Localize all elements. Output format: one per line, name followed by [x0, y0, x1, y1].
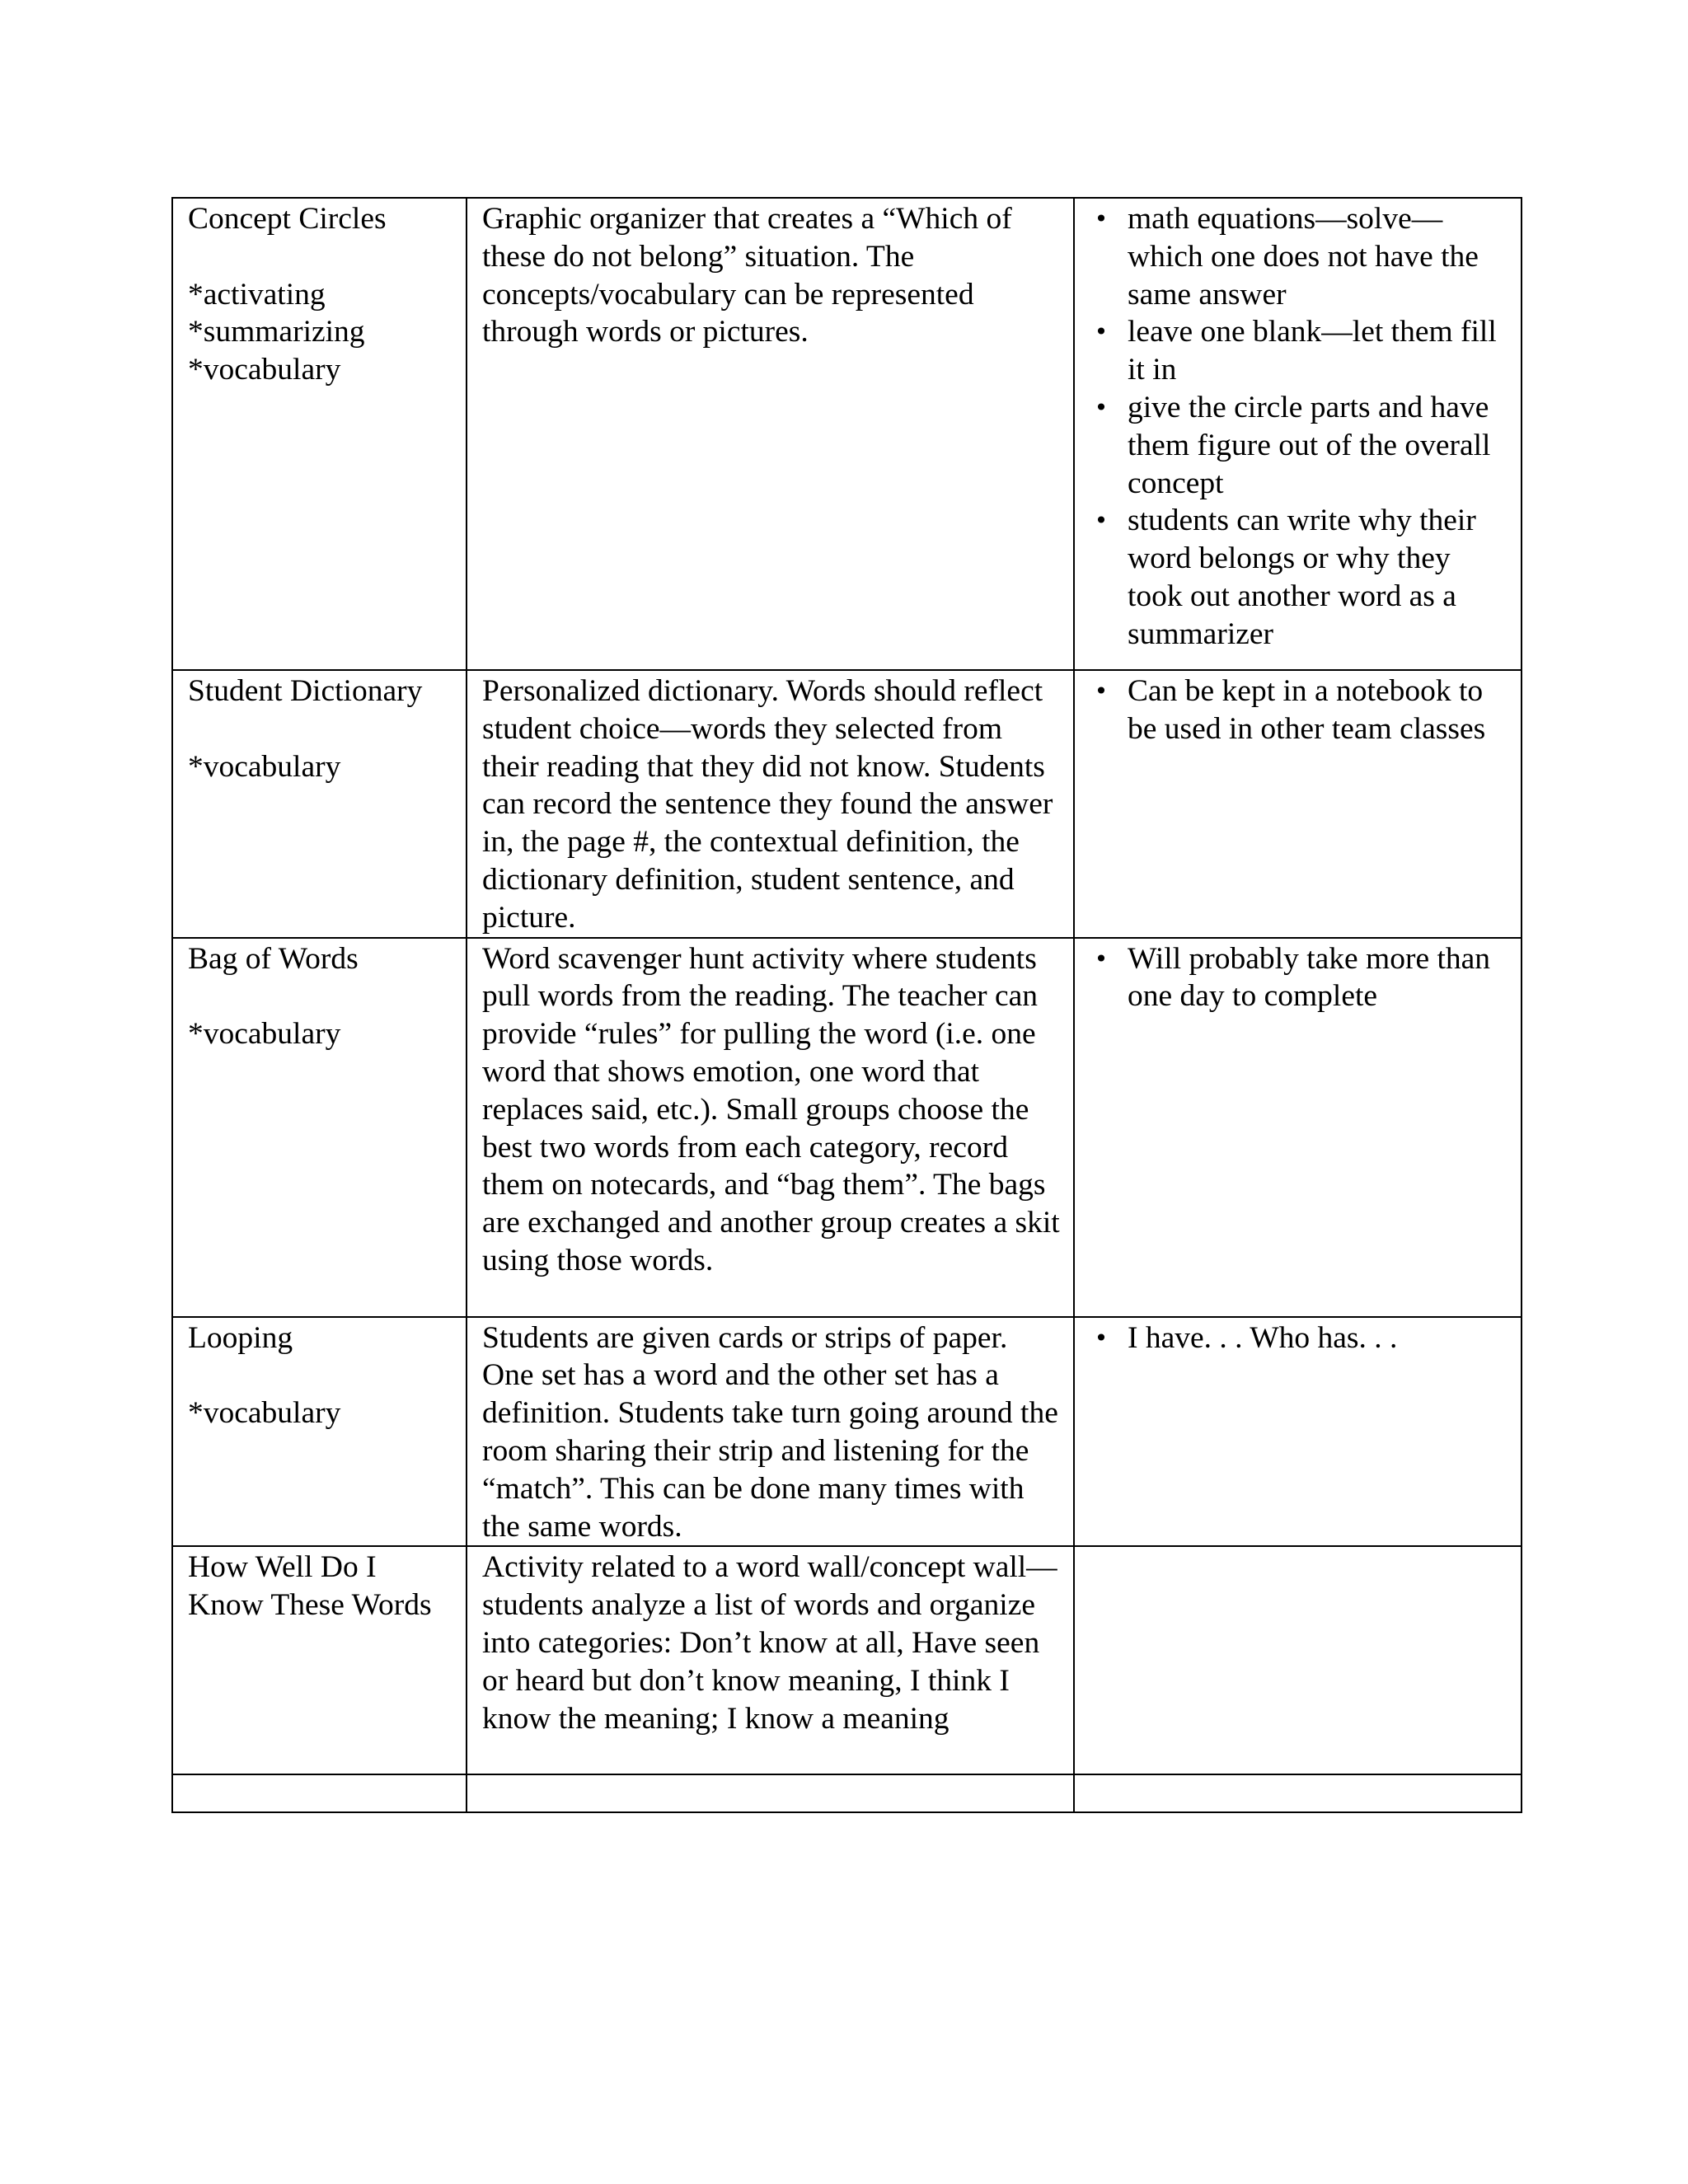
strategy-name: Bag of Words: [188, 941, 359, 976]
description-text: Activity related to a word wall/concept wall—students analyze a list of words and organize into categories: Don’t know at all, Have seen or heard but don’t know meaning, I think I know the meaning; I know a meaning: [482, 1550, 1057, 1736]
bullet-icon: •: [1094, 507, 1109, 535]
description-text: Word scavenger hunt activity where students pull words from the reading. The teacher can provide “rules” for pulling the word (i.e. one word that shows emotion, one word that replaces said, etc.). Small groups choose the best two words from each category, record them on notecards, and “bag them”. The bags are exchanged and another group creates a skit using those words.: [482, 941, 1060, 1277]
bullet-icon: •: [1094, 318, 1109, 346]
list-item: [1090, 940, 1507, 1016]
strategy-cell: [172, 1317, 467, 1547]
notes-cell: [1074, 1546, 1522, 1774]
notes-cell: [1074, 938, 1522, 1317]
description-cell: [467, 198, 1074, 670]
tag: *vocabulary: [188, 353, 341, 387]
note-text: leave one blank—let them fill it in: [1128, 315, 1497, 387]
note-text: math equations—solve—which one does not have the same answer: [1128, 202, 1479, 312]
description-cell: [467, 670, 1074, 938]
note-text: I have. . . Who has. . .: [1128, 1320, 1398, 1355]
description-cell: [467, 1317, 1074, 1547]
strategy-cell: [172, 198, 467, 670]
tag-list: [188, 276, 452, 389]
note-text: Will probably take more than one day to complete: [1128, 941, 1491, 1014]
table-row: [172, 938, 1522, 1317]
table-row: [172, 198, 1522, 670]
strategy-name: Concept Circles: [188, 202, 387, 236]
strategy-cell: [172, 1546, 467, 1774]
notes-list: [1090, 940, 1507, 1016]
tag: *summarizing: [188, 315, 365, 349]
description-text: Graphic organizer that creates a “Which of these do not belong” situation. The concepts/vocabulary can be represented through words or pictures.: [482, 202, 1012, 349]
bullet-icon: •: [1094, 393, 1109, 421]
empty-cell: [172, 1774, 467, 1812]
tag: *activating: [188, 277, 326, 312]
notes-list: [1090, 200, 1507, 654]
notes-cell: [1074, 198, 1522, 670]
list-item: [1090, 673, 1507, 748]
tag-list: [188, 748, 452, 786]
tag: *vocabulary: [188, 1396, 341, 1431]
bullet-icon: •: [1094, 1324, 1109, 1352]
description-text: Students are given cards or strips of paper. One set has a word and the other set has a definition. Students take turn going around the room sharing their strip and listening for the “match”. This can be done many times with the same words.: [482, 1320, 1058, 1544]
strategy-cell: [172, 938, 467, 1317]
list-item: [1090, 1319, 1507, 1357]
tag: *vocabulary: [188, 749, 341, 784]
list-item: [1090, 389, 1507, 502]
bullet-icon: •: [1094, 944, 1109, 972]
empty-cell: [467, 1774, 1074, 1812]
tag-list: [188, 1015, 452, 1053]
strategy-name: Looping: [188, 1320, 293, 1355]
bullet-icon: •: [1094, 677, 1109, 705]
note-text: Can be kept in a notebook to be used in other team classes: [1128, 674, 1486, 746]
notes-cell: [1074, 670, 1522, 938]
list-item: [1090, 200, 1507, 313]
empty-cell: [1074, 1774, 1522, 1812]
table-row: [172, 670, 1522, 938]
table-row: [172, 1546, 1522, 1774]
note-text: give the circle parts and have them figure out of the overall concept: [1128, 390, 1491, 500]
notes-list: [1090, 673, 1507, 748]
table-row-empty: [172, 1774, 1522, 1812]
tag: *vocabulary: [188, 1017, 341, 1052]
notes-list: [1090, 1319, 1507, 1357]
list-item: [1090, 502, 1507, 653]
note-text: students can write why their word belongs or why they took out another word as a summarizer: [1128, 504, 1476, 651]
description-text: Personalized dictionary. Words should reflect student choice—words they selected from their reading that they did not know. Students can record the sentence they found the answer in, the page #, the contextual definition, the dictionary definition, student sentence, and picture.: [482, 674, 1053, 935]
strategy-table: [171, 197, 1522, 1813]
description-cell: [467, 938, 1074, 1317]
strategy-name: How Well Do I Know These Words: [188, 1550, 432, 1623]
strategy-cell: [172, 670, 467, 938]
list-item: [1090, 313, 1507, 389]
tag-list: [188, 1394, 452, 1432]
notes-cell: [1074, 1317, 1522, 1547]
table-row: [172, 1317, 1522, 1547]
description-cell: [467, 1546, 1074, 1774]
bullet-icon: •: [1094, 205, 1109, 232]
strategy-name: Student Dictionary: [188, 674, 423, 708]
